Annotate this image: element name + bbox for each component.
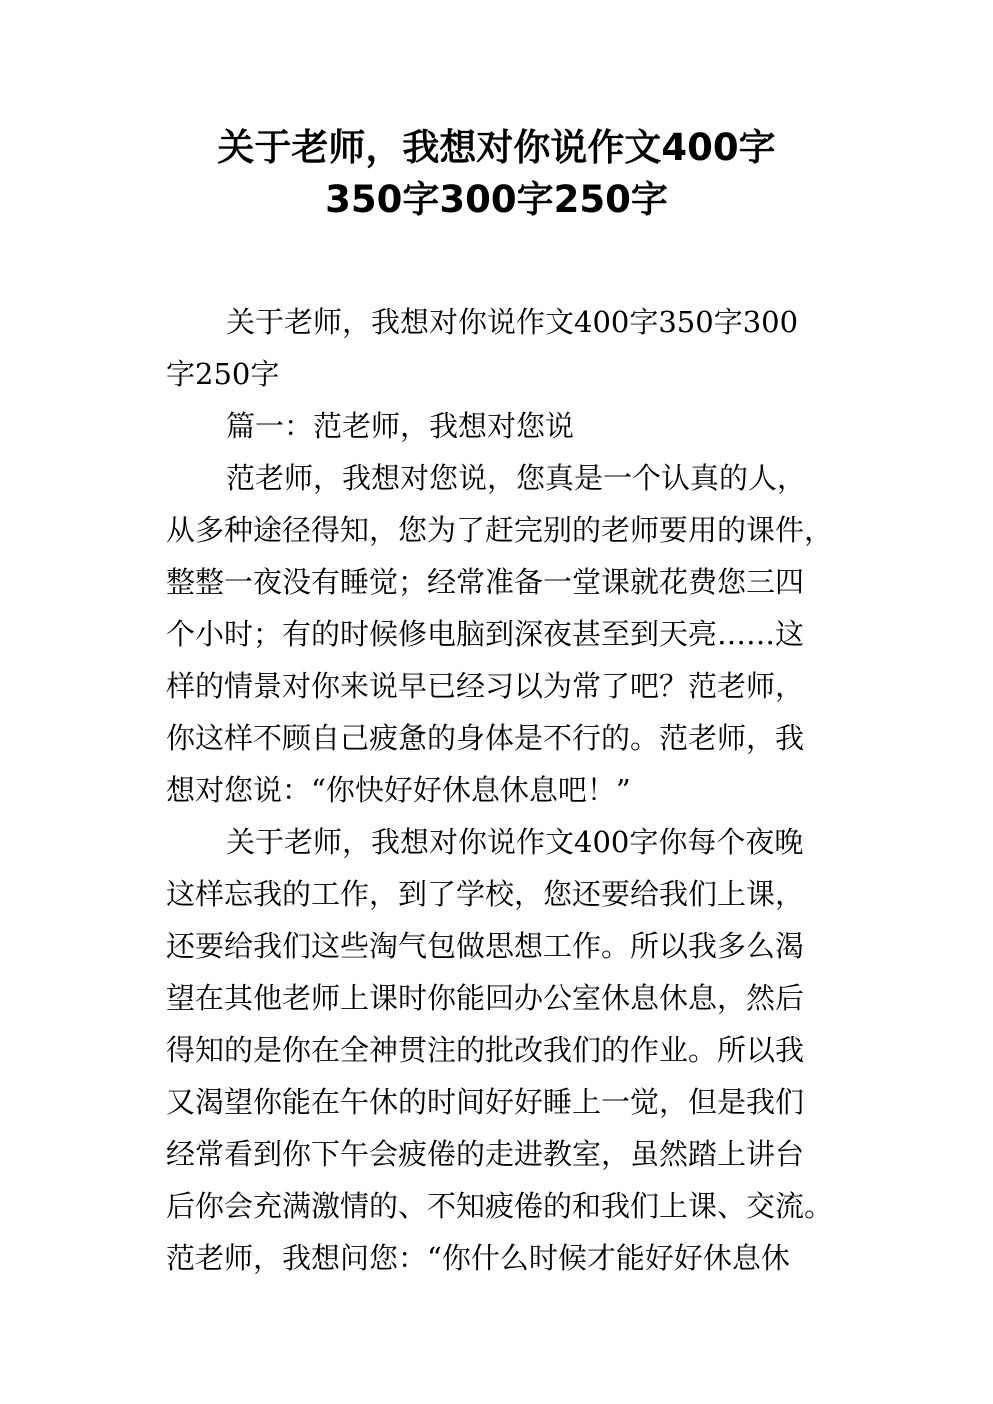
body-line: 从多种途径得知，您为了赶完别的老师要用的课件， bbox=[166, 513, 834, 547]
body-line: 这样忘我的工作，到了学校，您还要给我们上课， bbox=[166, 877, 805, 911]
body-line: 想对您说：“你快好好休息休息吧！” bbox=[166, 773, 631, 807]
body-line: 得知的是你在全神贯注的批改我们的作业。所以我 bbox=[166, 1033, 805, 1067]
body-line: 你这样不顾自己疲惫的身体是不行的。范老师，我 bbox=[166, 721, 805, 755]
body-line: 篇一：范老师，我想对您说 bbox=[226, 409, 575, 443]
body-line: 字250字 bbox=[166, 357, 280, 391]
body-line: 后你会充满激情的、不知疲倦的和我们上课、交流。 bbox=[166, 1189, 834, 1223]
title-line-2: 350字300字250字 bbox=[325, 178, 668, 221]
body-line: 还要给我们这些淘气包做思想工作。所以我多么渴 bbox=[166, 929, 805, 963]
document-title bbox=[0, 122, 993, 226]
body-line: 望在其他老师上课时你能回办公室休息休息，然后 bbox=[166, 981, 805, 1015]
body-line: 个小时；有的时候修电脑到深夜甚至到天亮……这 bbox=[166, 617, 805, 651]
body-line: 经常看到你下午会疲倦的走进教室，虽然踏上讲台 bbox=[166, 1137, 805, 1171]
body-line: 关于老师，我想对你说作文400字350字300 bbox=[226, 305, 799, 339]
body-line: 又渴望你能在午休的时间好好睡上一觉，但是我们 bbox=[166, 1085, 805, 1119]
document-body bbox=[166, 296, 846, 1284]
body-line: 整整一夜没有睡觉；经常准备一堂课就花费您三四 bbox=[166, 565, 805, 599]
body-line: 关于老师，我想对你说作文400字你每个夜晚 bbox=[226, 825, 804, 859]
title-line-1: 关于老师，我想对你说作文400字 bbox=[217, 126, 776, 169]
body-line: 样的情景对你来说早已经习以为常了吧？范老师， bbox=[166, 669, 805, 703]
body-line: 范老师，我想对您说，您真是一个认真的人， bbox=[226, 461, 807, 495]
body-line: 范老师，我想问您：“你什么时候才能好好休息休 bbox=[166, 1241, 790, 1275]
